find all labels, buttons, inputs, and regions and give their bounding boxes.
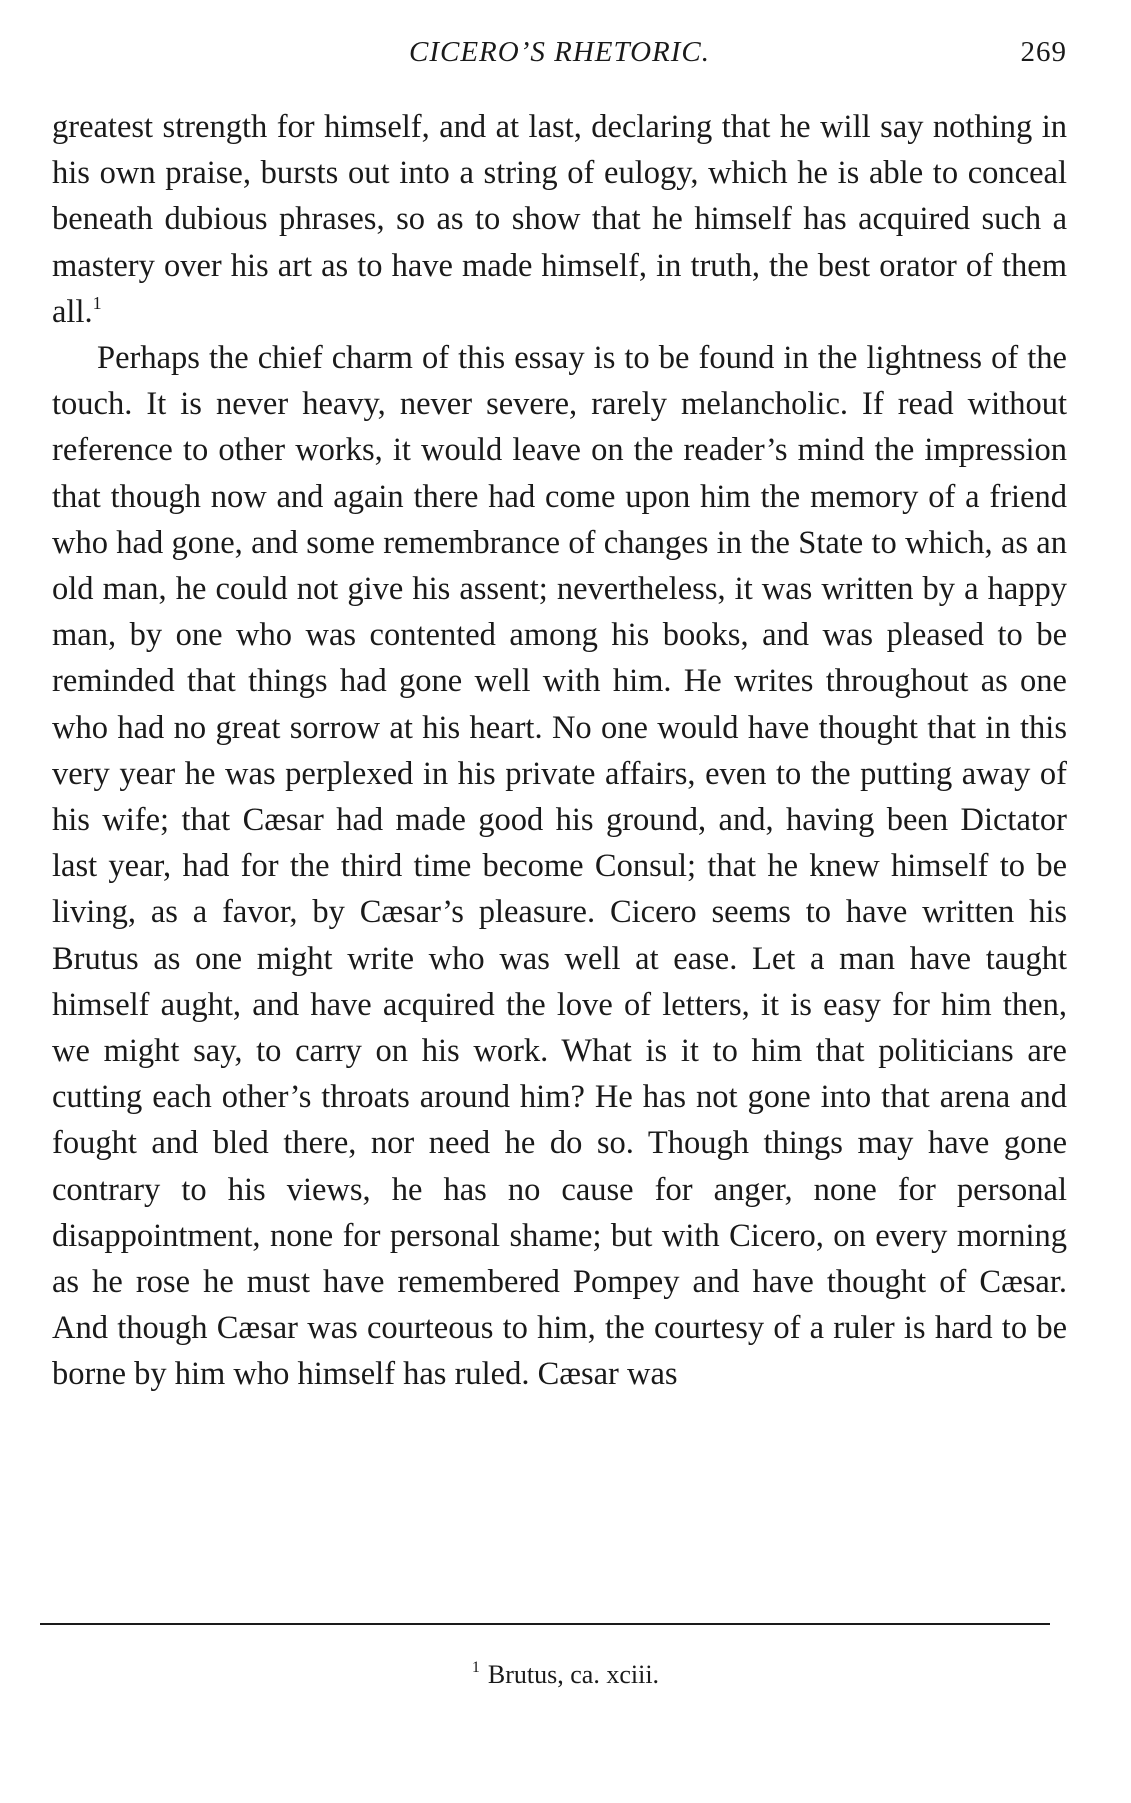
paragraph-text: greatest strength for himself, and at last, declaring that he will say nothing in his own praise, bursts out into a string of eulogy, which he is able to conceal beneath dubious phrases, so as to show that he himself has acquired such a mastery over his art as to have made himself, in truth, the best orator of them all. [52,109,1067,330]
page-number: 269 [1020,36,1067,68]
paragraph [52,335,1067,1398]
paragraph-text: Perhaps the chief charm of this essay is to be found in the lightness of the touch. It is never heavy, never severe, rarely melancholic. If read without reference to other works, it would leave on the reader’s mind the impression that though now and again there had come upon him the memory of a friend who had gone, and some remembrance of changes in the State to which, as an old man, he could not give his assent; nevertheless, it was written by a happy man, by one who was contented among his books, and was pleased to be reminded that things had gone well with him. He writes throughout as one who had no great sorrow at his heart. No one would have thought that in this very year he was perplexed in his private affairs, even to the putting away of his wife; that Cæsar had made good his ground, and, having been Dictator last year, had for the third time become Consul; that he knew himself to be living, as a favor, by Cæsar’s pleasure. Cicero seems to have written his Brutus as one might write who was well at ease. Let a man have taught himself aught, and have acquired the love of letters, it is easy for him then, we might say, to carry on his work. What is it to him that politicians are cutting each other’s throats around him? He has not gone into that arena and fought and bled there, nor need he do so. Though things may have gone contrary to his views, he has no cause for anger, none for personal disappointment, none for personal shame; but with Cicero, on every morning as he rose he must have remembered Pompey and have thought of Cæsar. And though Cæsar was courteous to him, the courtesy of a ruler is hard to be borne by him who himself has ruled. Cæsar was [52,340,1067,1393]
footnote-marker: 1 [471,1659,480,1676]
footnote-text: Brutus, ca. xciii. [487,1660,660,1689]
paragraph-continued [52,104,1067,335]
footnote-divider [40,1623,1050,1625]
footnote-reference: 1 [92,292,102,313]
running-head [52,36,1067,76]
running-title: CICERO’S RHETORIC. [408,36,710,68]
footnote [0,1660,1131,1690]
body-text [52,104,1067,1398]
